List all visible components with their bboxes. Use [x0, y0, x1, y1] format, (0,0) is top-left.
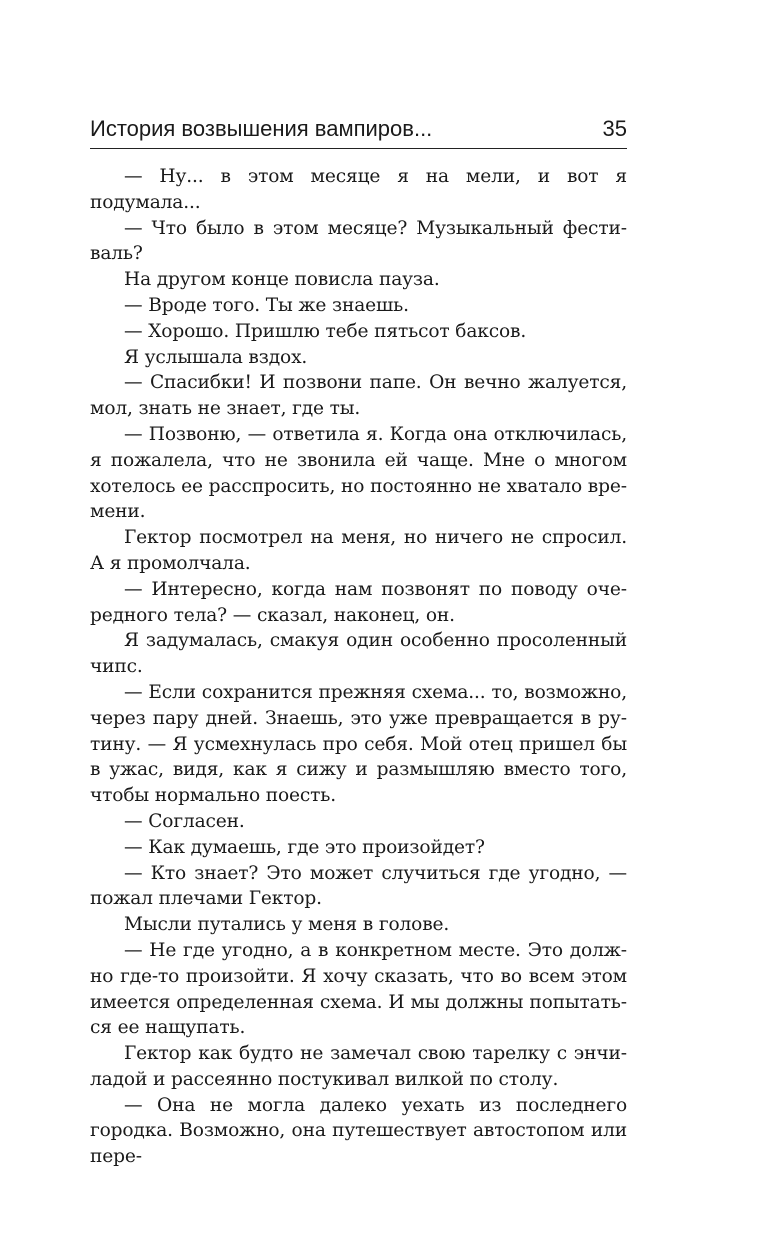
- paragraph: — Кто знает? Это может случиться где угодно, — пожал плечами Гектор.: [90, 862, 627, 910]
- paragraph: Гектор как будто не замечал свою тарелку с энчиладой и рассеянно постукивал вилкой по столу.: [90, 1043, 627, 1090]
- running-title: История возвышения вампиров...: [90, 116, 433, 141]
- paragraph: — Не где угодно, а в конкретном месте. Это должно где-то произойти. Я хочу сказать, что во всем этом имеется определенная схема. И мы должны попытаться ее нащупать.: [90, 939, 627, 1039]
- paragraph: Мысли путались у меня в голове.: [124, 914, 450, 936]
- paragraph: — Как думаешь, где это произойдет?: [124, 836, 485, 858]
- paragraph: — Она не могла далеко уехать из последнего городка. Возможно, она путешествует автостопом или пере-: [90, 1094, 627, 1168]
- body-text: [90, 164, 627, 1170]
- paragraph: — Вроде того. Ты же знаешь.: [124, 294, 409, 316]
- paragraph: — Согласен.: [124, 810, 245, 832]
- running-header: [90, 114, 627, 149]
- paragraph: На другом конце повисла пауза.: [124, 269, 440, 291]
- paragraph: — Интересно, когда нам позвонят по поводу очередного тела? — сказал, наконец, он.: [90, 578, 627, 626]
- paragraph: Я задумалась, смакуя один особенно просоленный чипс.: [90, 630, 627, 678]
- paragraph: — Что было в этом месяце? Музыкальный фестиваль?: [90, 217, 627, 265]
- paragraph: — Ну... в этом месяце я на мели, и вот я подумала...: [90, 166, 627, 213]
- paragraph: — Спасибки! И позвони папе. Он вечно жалуется, мол, знать не знает, где ты.: [90, 372, 627, 420]
- paragraph: Гектор посмотрел на меня, но ничего не спросил. А я промолчала.: [90, 527, 627, 574]
- paragraph: — Позвоню, — ответила я. Когда она отключилась, я пожалела, что не звонила ей чаще. Мне о многом хотелось ее расспросить, но постоянно не хватало времени.: [90, 423, 627, 523]
- page-number: 35: [602, 116, 627, 141]
- paragraph: Я услышала вздох.: [124, 346, 308, 368]
- paragraph: — Хорошо. Пришлю тебе пятьсот баксов.: [124, 320, 527, 342]
- paragraph: — Если сохранится прежняя схема... то, возможно, через пару дней. Знаешь, это уже превращается в рутину. — Я усмехнулась про себя. Мой отец пришел бы в ужас, видя, как я сижу и размышляю вместо того, чтобы нормально поесть.: [90, 681, 627, 807]
